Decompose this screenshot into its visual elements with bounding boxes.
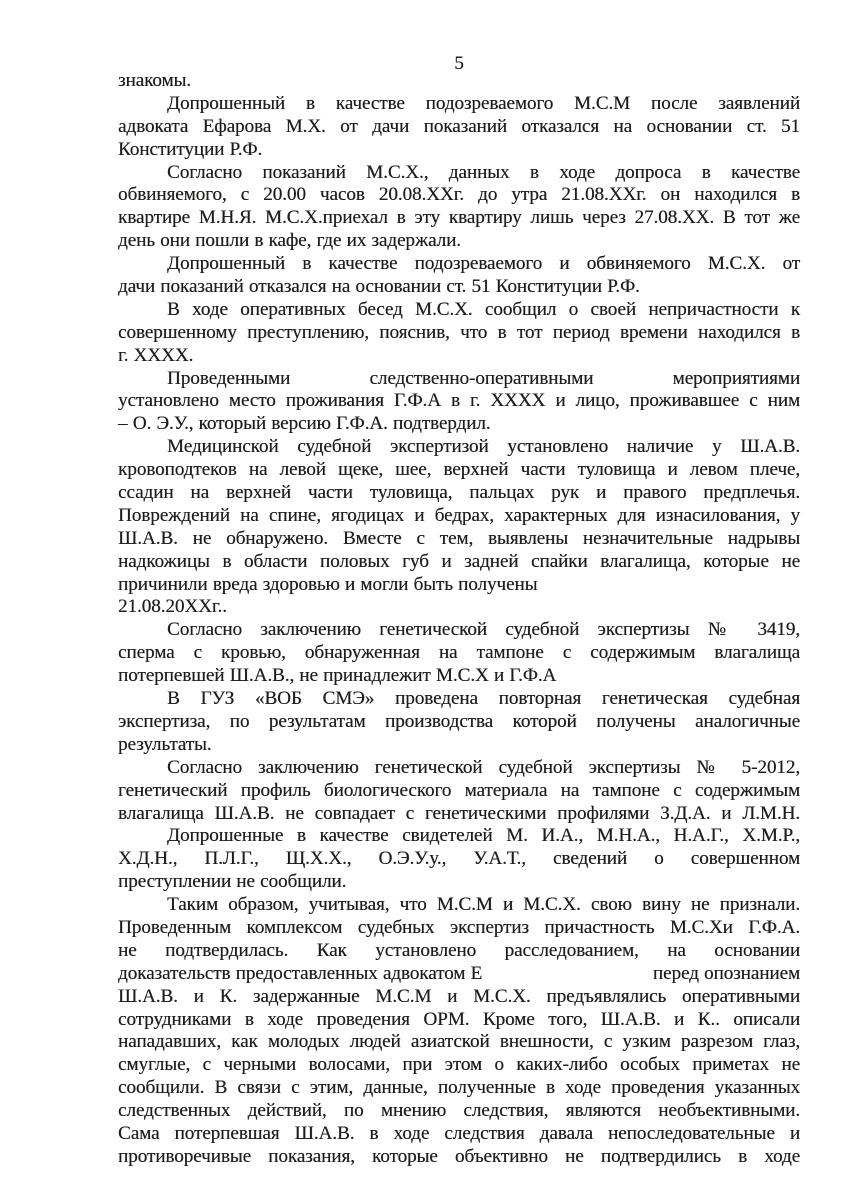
text-column bbox=[118, 70, 800, 1169]
text-line: квартире М.Н.Я. М.С.Х.приехал в эту квартиру лишь через 27.08.ХХ. В тот же bbox=[118, 207, 800, 229]
text-line: – О. Э.У., который версию Г.Ф.А. подтвердил. bbox=[118, 413, 491, 435]
text-line: знакомы. bbox=[118, 70, 191, 91]
text-line: 21.08.20ХХг.. bbox=[118, 596, 227, 618]
text-line: сперма с кровью, обнаруженная на тампоне с содержимым влагалища bbox=[118, 642, 800, 664]
text-line: генетический профиль биологического материала на тампоне с содержимым bbox=[118, 779, 800, 801]
text-line: причинили вреда здоровью и могли быть получены bbox=[118, 573, 538, 595]
page-number: 5 bbox=[454, 53, 464, 74]
text-line: не подтвердилась. Как установлено расследованием, на основании bbox=[118, 939, 800, 961]
text-line: противоречивые показания, которые объективно не подтвердились в ходе bbox=[118, 1145, 800, 1167]
text-line: Х.Д.Н., П.Л.Г., Щ.Х.Х., О.Э.У.у., У.А.Т., сведений о совершенном bbox=[118, 848, 800, 870]
text-line: нападавших, как молодых людей азиатской внешности, с узким разрезом глаз, bbox=[118, 1031, 800, 1053]
text-line: влагалища Ш.А.В. не совпадает с генетическими профилями З.Д.А. и Л.М.Н. bbox=[118, 802, 800, 824]
text-line: Согласно заключению генетической судебной экспертизы № 5-2012, bbox=[167, 756, 800, 778]
text-line: ссадин на верхней части туловища, пальцах рук и правого предплечья. bbox=[118, 482, 800, 504]
text-line: Сама потерпевшая Ш.А.В. в ходе следствия давала непоследовательные и bbox=[118, 1122, 800, 1144]
text-line: смуглые, с черными волосами, при этом о каких-либо особых приметах не bbox=[118, 1054, 800, 1076]
redacted-line-after: перед опознанием bbox=[652, 962, 800, 984]
text-line: установлено место проживания Г.Ф.А в г. ХХХХ и лицо, проживавшее с ним bbox=[118, 390, 800, 412]
text-line: Допрошенные в качестве свидетелей М. И.А., М.Н.А., Н.А.Г., Х.М.Р., bbox=[167, 825, 800, 847]
text-line: дачи показаний отказался на основании ст. 51 Конституции Р.Ф. bbox=[118, 276, 640, 298]
text-line: следственных действий, по мнению следствия, являются необъективными. bbox=[118, 1100, 800, 1122]
text-line: адвоката Ефарова М.Х. от дачи показаний отказался на основании ст. 51 bbox=[118, 115, 800, 137]
text-line: Согласно заключению генетической судебной экспертизы № 3419, bbox=[167, 619, 800, 641]
text-line: Конституции Р.Ф. bbox=[118, 138, 263, 160]
text-line: Таким образом, учитывая, что М.С.М и М.С.Х. свою вину не признали. bbox=[167, 894, 800, 916]
text-line: Проведенными следственно-оперативными мероприятиями bbox=[167, 367, 800, 389]
text-line: Допрошенный в качестве подозреваемого М.С.М после заявлений bbox=[167, 92, 800, 114]
text-line: обвиняемого, с 20.00 часов 20.08.ХХг. до утра 21.08.ХХг. он находился в bbox=[118, 184, 800, 206]
text-line: Ш.А.В. и К. задержанные М.С.М и М.С.Х. предъявлялись оперативными bbox=[118, 985, 800, 1007]
text-line: сотрудниками в ходе проведения ОРМ. Кроме того, Ш.А.В. и К.. описали bbox=[118, 1008, 800, 1030]
text-line: Проведенным комплексом судебных экспертиз причастность М.С.Хи Г.Ф.А. bbox=[118, 916, 800, 938]
redaction-gap bbox=[482, 963, 653, 986]
text-line: Допрошенный в качестве подозреваемого и обвиняемого М.С.Х. от bbox=[167, 253, 800, 275]
text-line: сообщили. В связи с этим, данные, полученные в ходе проведения указанных bbox=[118, 1077, 800, 1099]
text-line: кровоподтеков на левой щеке, шее, верхней части туловища и левом плече, bbox=[118, 459, 800, 481]
text-line: результаты. bbox=[118, 733, 212, 755]
text-line: день они пошли в кафе, где их задержали. bbox=[118, 230, 461, 252]
text-line: В ходе оперативных бесед М.С.Х. сообщил о своей непричастности к bbox=[167, 298, 800, 320]
text-line: Ш.А.В. не обнаружено. Вместе с тем, выявлены незначительные надрывы bbox=[118, 527, 800, 549]
text-line-redacted bbox=[118, 963, 800, 986]
text-line: совершенному преступлению, пояснив, что в тот период времени находился в bbox=[118, 321, 800, 343]
text-line: преступлении не сообщили. bbox=[118, 871, 347, 893]
text-line: надкожицы в области половых губ и задней спайки влагалища, которые не bbox=[118, 550, 800, 572]
text-line: Медицинской судебной экспертизой установлено наличие у Ш.А.В. bbox=[167, 436, 800, 458]
text-line: Согласно показаний М.С.Х., данных в ходе допроса в качестве bbox=[167, 161, 800, 183]
text-line: экспертиза, по результатам производства которой получены аналогичные bbox=[118, 710, 800, 732]
text-line: г. ХХХХ. bbox=[118, 344, 194, 366]
text-line: потерпевшей Ш.А.В., не принадлежит М.С.Х и Г.Ф.А bbox=[118, 665, 557, 687]
text-line: Повреждений на спине, ягодицах и бедрах, характерных для изнасилования, у bbox=[118, 504, 800, 526]
text-line: В ГУЗ «ВОБ СМЭ» проведена повторная генетическая судебная bbox=[167, 688, 800, 710]
redacted-line-before: доказательств предоставленных адвокатом Е bbox=[118, 962, 483, 984]
